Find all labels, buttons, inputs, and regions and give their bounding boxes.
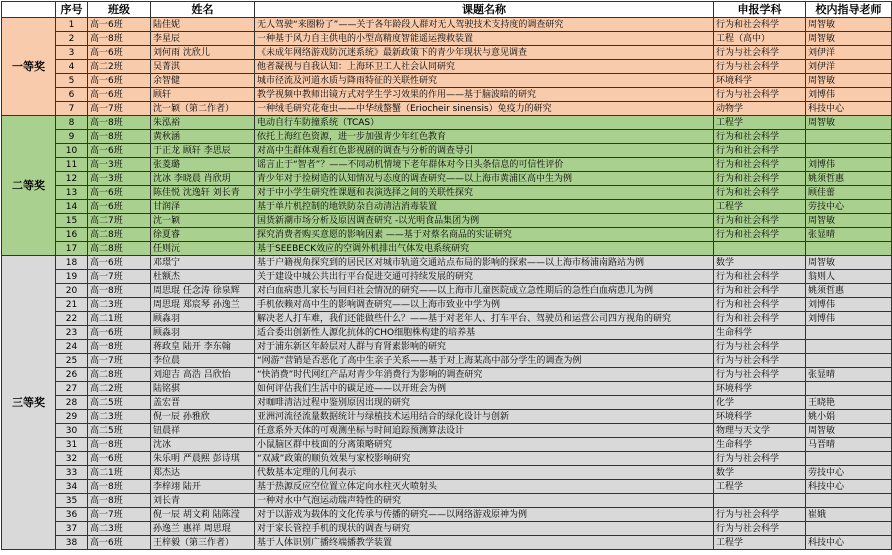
subject-cell xyxy=(714,242,806,256)
teacher-cell xyxy=(806,130,892,144)
class-cell: 高一8班 xyxy=(88,32,151,46)
table-row xyxy=(2,186,892,200)
class-cell: 高二3班 xyxy=(88,298,151,312)
award-table xyxy=(1,1,892,550)
seq-cell: 35 xyxy=(56,494,88,508)
title-cell: 探究消费者购买意愿的影响因素 ——基于对蔡名商品的实证研究 xyxy=(255,228,714,242)
names-cell: 徐夏睿 xyxy=(151,228,255,242)
subject-cell: 动物学 xyxy=(714,102,806,116)
title-cell: 基于人体识别广播终端播教学装置 xyxy=(255,536,714,550)
table-row xyxy=(2,256,892,270)
teacher-cell: 姚须哲惠 xyxy=(806,172,892,186)
seq-cell: 5 xyxy=(56,74,88,88)
table-row xyxy=(2,326,892,340)
names-cell: 甘润泽 xyxy=(151,200,255,214)
names-cell: 李位晨 xyxy=(151,354,255,368)
subject-cell: 行为和社会科学 xyxy=(714,312,806,326)
subject-cell: 行为和社会科学 xyxy=(714,270,806,284)
teacher-cell: 张显晴 xyxy=(806,228,892,242)
header-teacher: 校内指导老师 xyxy=(806,2,892,18)
names-cell: 倪一辰 胡文莉 陆陈滢 xyxy=(151,508,255,522)
seq-cell: 13 xyxy=(56,186,88,200)
title-cell: 对白血病患儿家长与回归社会情况的研究——以上海市儿童医院成立急性期后的急性白血病患儿为例 xyxy=(255,284,714,298)
table-row xyxy=(2,172,892,186)
table-row xyxy=(2,88,892,102)
title-cell: 无人驾驶“来圈粉了”——关于各年龄段人群对无人驾驶技术支持度的调查研究 xyxy=(255,18,714,32)
names-cell: 孙逸兰 惠祥 周思琨 xyxy=(151,522,255,536)
seq-cell: 22 xyxy=(56,312,88,326)
subject-cell: 行为和社会科学 xyxy=(714,172,806,186)
seq-cell: 6 xyxy=(56,88,88,102)
seq-cell: 32 xyxy=(56,452,88,466)
seq-cell: 21 xyxy=(56,298,88,312)
table-row xyxy=(2,130,892,144)
subject-cell: 生命科学 xyxy=(714,438,806,452)
subject-cell: 行为和社会科学 xyxy=(714,214,806,228)
seq-cell: 28 xyxy=(56,396,88,410)
title-cell: “网游”营销是否恶化了高中生亲子关系——基于对上海某高中部分学生的调查为例 xyxy=(255,354,714,368)
table-row xyxy=(2,494,892,508)
seq-cell: 38 xyxy=(56,536,88,550)
teacher-cell: 姚须哲惠 xyxy=(806,284,892,298)
seq-cell: 36 xyxy=(56,508,88,522)
class-cell: 高一8班 xyxy=(88,480,151,494)
teacher-cell xyxy=(806,354,892,368)
class-cell: 高一6班 xyxy=(88,74,151,88)
teacher-cell: 科技中心 xyxy=(806,102,892,116)
table-row xyxy=(2,466,892,480)
teacher-cell: 崔娥 xyxy=(806,508,892,522)
title-cell: 对咖啡清洁过程中鉴别原因出现的研究 xyxy=(255,396,714,410)
table-row xyxy=(2,480,892,494)
subject-cell: 工程学 xyxy=(714,480,806,494)
header-prize xyxy=(2,2,56,18)
class-cell: 高二8班 xyxy=(88,242,151,256)
subject-cell xyxy=(714,494,806,508)
names-cell: 刘迎吉 高浩 吕欣怡 xyxy=(151,368,255,382)
table-row xyxy=(2,284,892,298)
names-cell: 顾轩 xyxy=(151,88,255,102)
names-cell: 陈佳悦 沈逸轩 刘长青 xyxy=(151,186,255,200)
names-cell: 郑杰达 xyxy=(151,466,255,480)
names-cell: 李梓翊 陆开 xyxy=(151,480,255,494)
title-cell: 基于户籍视角探究到的居民区对城市轨道交通站点布局的影响的探索——以上海市杨浦南路站为例 xyxy=(255,256,714,270)
table-row xyxy=(2,508,892,522)
table-row xyxy=(2,200,892,214)
header-seq: 序号 xyxy=(56,2,88,18)
teacher-cell: 刘博伟 xyxy=(806,298,892,312)
table-row xyxy=(2,116,892,130)
teacher-cell xyxy=(806,326,892,340)
title-cell: 对于家长管控手机的现状的调查与研究 xyxy=(255,522,714,536)
class-cell: 高二3班 xyxy=(88,522,151,536)
seq-cell: 34 xyxy=(56,480,88,494)
prize-label: 三等奖 xyxy=(2,256,56,550)
seq-cell: 18 xyxy=(56,256,88,270)
names-cell: 顾淼羽 xyxy=(151,312,255,326)
names-cell: 李星辰 xyxy=(151,32,255,46)
seq-cell: 1 xyxy=(56,18,88,32)
seq-cell: 33 xyxy=(56,466,88,480)
table-row xyxy=(2,214,892,228)
subject-cell: 行为和社会科学 xyxy=(714,144,806,158)
seq-cell: 8 xyxy=(56,116,88,130)
seq-cell: 31 xyxy=(56,438,88,452)
names-cell: 任则沅 xyxy=(151,242,255,256)
header-names: 姓名 xyxy=(151,2,255,18)
teacher-cell: 周智敏 xyxy=(806,424,892,438)
teacher-cell: 翁则人 xyxy=(806,270,892,284)
prize-label: 一等奖 xyxy=(2,18,56,116)
class-cell: 高一6班 xyxy=(88,326,151,340)
names-cell: 刘何雨 沈欣儿 xyxy=(151,46,255,60)
subject-cell: 工程学 xyxy=(714,116,806,130)
subject-cell: 工程学 xyxy=(714,536,806,550)
subject-cell: 环境科学 xyxy=(714,382,806,396)
teacher-cell: 刘博伟 xyxy=(806,312,892,326)
class-cell: 高二2班 xyxy=(88,382,151,396)
teacher-cell xyxy=(806,522,892,536)
title-cell: 小鼠脑区群中枝面的分离策略研究 xyxy=(255,438,714,452)
class-cell: 高一8班 xyxy=(88,284,151,298)
names-cell: 倪一辰 孙雅欣 xyxy=(151,410,255,424)
table-row xyxy=(2,438,892,452)
teacher-cell: 劳技中心 xyxy=(806,466,892,480)
subject-cell: 行为与社会科学 xyxy=(714,452,806,466)
subject-cell: 行为与社会科学 xyxy=(714,88,806,102)
teacher-cell: 马晋晴 xyxy=(806,438,892,452)
table-row xyxy=(2,396,892,410)
class-cell: 高一6班 xyxy=(88,452,151,466)
teacher-cell: 科技中心 xyxy=(806,536,892,550)
seq-cell: 7 xyxy=(56,102,88,116)
teacher-cell: 科技中心 xyxy=(806,480,892,494)
title-cell: 国货新潮市场分析及原因调查研究 -以光明食品集团为例 xyxy=(255,214,714,228)
header-subject: 申报学科 xyxy=(714,2,806,18)
teacher-cell: 周智敏 xyxy=(806,18,892,32)
teacher-cell: 劳技中心 xyxy=(806,200,892,214)
names-cell: 陆佳妮 xyxy=(151,18,255,32)
title-cell: 依托上海红色资源，进一步加强青少年红色教育 xyxy=(255,130,714,144)
seq-cell: 15 xyxy=(56,214,88,228)
class-cell: 高一6班 xyxy=(88,144,151,158)
names-cell: 周思琨 郑宸琴 孙逸兰 xyxy=(151,298,255,312)
teacher-cell: 周智敏 xyxy=(806,74,892,88)
title-cell: 他者凝视与自我认知：上海环卫工人社会认同研究 xyxy=(255,60,714,74)
teacher-cell xyxy=(806,452,892,466)
names-cell: 张菱璐 xyxy=(151,158,255,172)
teacher-cell: 张显晴 xyxy=(806,368,892,382)
seq-cell: 19 xyxy=(56,270,88,284)
table-row xyxy=(2,46,892,60)
title-cell: 一种绒毛研究花奄虫——中华绒螯蟹（Eriocheir sinensis）免疫力的研究 xyxy=(255,102,714,116)
title-cell: 对高中生群体观看红色影视剧的调查与分析的调查导引 xyxy=(255,144,714,158)
seq-cell: 29 xyxy=(56,410,88,424)
names-cell: 黄秋涵 xyxy=(151,130,255,144)
subject-cell: 行为与社会科学 xyxy=(714,368,806,382)
header-title: 课题名称 xyxy=(255,2,714,18)
teacher-cell xyxy=(806,382,892,396)
seq-cell: 14 xyxy=(56,200,88,214)
teacher-cell: 王晓艳 xyxy=(806,396,892,410)
table-row xyxy=(2,242,892,256)
teacher-cell: 周智敏 xyxy=(806,116,892,130)
names-cell: 沈冰 xyxy=(151,438,255,452)
table-row xyxy=(2,522,892,536)
class-cell: 高一6班 xyxy=(88,536,151,550)
subject-cell: 行为和社会科学 xyxy=(714,298,806,312)
subject-cell: 工程学 xyxy=(714,200,806,214)
class-cell: 高一6班 xyxy=(88,46,151,60)
title-cell: “快消费”时代网红产品对青少年消费行为影响的调查研究 xyxy=(255,368,714,382)
seq-cell: 12 xyxy=(56,172,88,186)
teacher-cell: 周智敏 xyxy=(806,32,892,46)
class-cell: 高一6班 xyxy=(88,186,151,200)
subject-cell: 行为与社会科学 xyxy=(714,60,806,74)
teacher-cell xyxy=(806,494,892,508)
subject-cell: 行为与社会科学 xyxy=(714,508,806,522)
subject-cell: 生命科学 xyxy=(714,326,806,340)
title-cell: 一种基于风力自主供电的小型高精度智能遥运搜救装置 xyxy=(255,32,714,46)
seq-cell: 24 xyxy=(56,340,88,354)
names-cell: 吴菁淇 xyxy=(151,60,255,74)
teacher-cell: 刘伊洋 xyxy=(806,46,892,60)
seq-cell: 2 xyxy=(56,32,88,46)
names-cell: 盖宏晋 xyxy=(151,396,255,410)
class-cell: 高一8班 xyxy=(88,130,151,144)
subject-cell: 工程（高中） xyxy=(714,32,806,46)
title-cell: 手机依赖对高中生的影响调查研究——以上海市致业中学为例 xyxy=(255,298,714,312)
teacher-cell: 刘伊洋 xyxy=(806,60,892,74)
table-row xyxy=(2,298,892,312)
title-cell: 对于中小学生研究性课题和表演选择之间的关联性探究 xyxy=(255,186,714,200)
class-cell: 高一6班 xyxy=(88,18,151,32)
teacher-cell: 刘博伟 xyxy=(806,88,892,102)
seq-cell: 16 xyxy=(56,228,88,242)
subject-cell: 行为和社会科学 xyxy=(714,284,806,298)
title-cell: 关于建设中城公共出行平台促进交通可持续发展的研究 xyxy=(255,270,714,284)
seq-cell: 27 xyxy=(56,382,88,396)
names-cell: 邓璟宁 xyxy=(151,256,255,270)
table-row xyxy=(2,410,892,424)
names-cell: 钮晨祥 xyxy=(151,424,255,438)
names-cell: 周思琨 任念涛 徐泉辉 xyxy=(151,284,255,298)
title-cell: “双减”政策的顺负效果与家校影响研究 xyxy=(255,452,714,466)
subject-cell: 数学 xyxy=(714,466,806,480)
subject-cell: 行为与社会科学 xyxy=(714,354,806,368)
names-cell: 杜额杰 xyxy=(151,270,255,284)
class-cell: 高一8班 xyxy=(88,116,151,130)
names-cell: 顾淼羽 xyxy=(151,326,255,340)
teacher-cell: 周智敏 xyxy=(806,256,892,270)
names-cell: 刘长青 xyxy=(151,494,255,508)
subject-cell: 行为与社会科学 xyxy=(714,340,806,354)
class-cell: 高一6班 xyxy=(88,88,151,102)
table-row xyxy=(2,270,892,284)
title-cell: 青少年对于捡树造的认知情况与态度的调查研究——以上海市黄浦区高中生为例 xyxy=(255,172,714,186)
subject-cell: 行为和社会科学 xyxy=(714,186,806,200)
names-cell: 王梓毅（第三作者） xyxy=(151,536,255,550)
names-cell: 朱泓裕 xyxy=(151,116,255,130)
title-cell: 教学视频中教师出镜方式对学生学习效果的作用——基于脑波暗的研究 xyxy=(255,88,714,102)
table-row xyxy=(2,452,892,466)
class-cell: 高一8班 xyxy=(88,340,151,354)
class-cell: 高一8班 xyxy=(88,438,151,452)
subject-cell: 环境科学 xyxy=(714,410,806,424)
class-cell: 高一3班 xyxy=(88,172,151,186)
seq-cell: 37 xyxy=(56,522,88,536)
table-row xyxy=(2,144,892,158)
seq-cell: 30 xyxy=(56,424,88,438)
header-class: 班级 xyxy=(88,2,151,18)
class-cell: 高二5班 xyxy=(88,396,151,410)
subject-cell: 行为和社会科学 xyxy=(714,18,806,32)
class-cell: 高二2班 xyxy=(88,60,151,74)
seq-cell: 9 xyxy=(56,130,88,144)
class-cell: 高二1班 xyxy=(88,466,151,480)
title-cell: 解决老人打车难，我们还能做些什么？——基于对老年人、打车平台、驾驶员和运营公司四方视角的研究 xyxy=(255,312,714,326)
names-cell: 蒋政皇 陆开 李东翰 xyxy=(151,340,255,354)
table-body xyxy=(2,18,892,550)
subject-cell: 行为与社会科学 xyxy=(714,522,806,536)
subject-cell: 行为和社会科学 xyxy=(714,228,806,242)
subject-cell: 化学 xyxy=(714,396,806,410)
seq-cell: 10 xyxy=(56,144,88,158)
teacher-cell: 顾佳蕾 xyxy=(806,186,892,200)
class-cell: 高一6班 xyxy=(88,200,151,214)
title-cell: 对于以游戏为载体的文化传承与传播的研究——以网络游戏原神为例 xyxy=(255,508,714,522)
class-cell: 高一3班 xyxy=(88,158,151,172)
seq-cell: 17 xyxy=(56,242,88,256)
seq-cell: 3 xyxy=(56,46,88,60)
teacher-cell: 刘博伟 xyxy=(806,158,892,172)
table-row xyxy=(2,32,892,46)
title-cell: 如何评估我们生活中的碳足迹——以开班会为例 xyxy=(255,382,714,396)
class-cell: 高二7班 xyxy=(88,214,151,228)
title-cell: 基于SEEBECK效应的空调外机排出气体发电系统研究 xyxy=(255,242,714,256)
seq-cell: 4 xyxy=(56,60,88,74)
names-cell: 朱乐明 严晨熙 彭诗琪 xyxy=(151,452,255,466)
title-cell: 谣言止于“智者”？——不同动机情境下老年群体对今日头条信息的可信性评价 xyxy=(255,158,714,172)
header-row xyxy=(2,2,892,18)
table-row xyxy=(2,536,892,550)
class-cell: 高二1班 xyxy=(88,312,151,326)
teacher-cell: 周智敏 xyxy=(806,214,892,228)
class-cell: 高一8班 xyxy=(88,494,151,508)
subject-cell: 行为和社会科学 xyxy=(714,158,806,172)
subject-cell: 数学 xyxy=(714,256,806,270)
class-cell: 高一6班 xyxy=(88,256,151,270)
title-cell: 任意系外天体的可观测坐标与时间追踪预测算法设计 xyxy=(255,424,714,438)
names-cell: 沈一颖 xyxy=(151,214,255,228)
seq-cell: 26 xyxy=(56,368,88,382)
title-cell: 电动自行车防撞系统（TCAS） xyxy=(255,116,714,130)
table-row xyxy=(2,424,892,438)
table-row xyxy=(2,382,892,396)
title-cell: 亚洲河流径流量数据统计与绿植技术运用结合的绿化设计与创新 xyxy=(255,410,714,424)
title-cell: 城市径流及河道水质与降雨特征的关联性研究 xyxy=(255,74,714,88)
title-cell: 一种对水中气泡运动瑞声特性的研究 xyxy=(255,494,714,508)
title-cell: 适合委出创新性人源化抗体的CHO细胞株构建的培养基 xyxy=(255,326,714,340)
names-cell: 于正龙 顾轩 李思辰 xyxy=(151,144,255,158)
table-row xyxy=(2,102,892,116)
class-cell: 高一7班 xyxy=(88,354,151,368)
table-row xyxy=(2,74,892,88)
table-row xyxy=(2,228,892,242)
table-row xyxy=(2,354,892,368)
title-cell: 对于浦东新区年龄层对人群与育肾素影响的研究 xyxy=(255,340,714,354)
title-cell: 代数基本定理的几何表示 xyxy=(255,466,714,480)
subject-cell: 行为和社会科学 xyxy=(714,130,806,144)
table-row xyxy=(2,340,892,354)
title-cell: 基于热源反应空位置立体定向水柱灭火喷射头 xyxy=(255,480,714,494)
seq-cell: 23 xyxy=(56,326,88,340)
subject-cell: 行为与社会科学 xyxy=(714,46,806,60)
seq-cell: 20 xyxy=(56,284,88,298)
table-row xyxy=(2,158,892,172)
seq-cell: 25 xyxy=(56,354,88,368)
prize-label: 二等奖 xyxy=(2,116,56,256)
names-cell: 沈冰 李晓晨 肖欣玥 xyxy=(151,172,255,186)
teacher-cell xyxy=(806,242,892,256)
teacher-cell: 姚小娟 xyxy=(806,410,892,424)
names-cell: 陆铭骐 xyxy=(151,382,255,396)
teacher-cell xyxy=(806,144,892,158)
table-row xyxy=(2,18,892,32)
teacher-cell xyxy=(806,340,892,354)
class-cell: 高一7班 xyxy=(88,508,151,522)
title-cell: 基于单片机控制的地铁防杂自动清洁消毒装置 xyxy=(255,200,714,214)
class-cell: 高二8班 xyxy=(88,368,151,382)
class-cell: 高二8班 xyxy=(88,228,151,242)
table-row xyxy=(2,60,892,74)
table-row xyxy=(2,368,892,382)
table-row xyxy=(2,312,892,326)
class-cell: 高一7班 xyxy=(88,102,151,116)
class-cell: 高二5班 xyxy=(88,424,151,438)
subject-cell: 物理与天文学 xyxy=(714,424,806,438)
title-cell: 《未成年网络游戏防沉迷系统》最新政策下的青少年现状与意见调查 xyxy=(255,46,714,60)
names-cell: 余智健 xyxy=(151,74,255,88)
names-cell: 沈一颖（第二作者） xyxy=(151,102,255,116)
seq-cell: 11 xyxy=(56,158,88,172)
subject-cell: 环境科学 xyxy=(714,74,806,88)
class-cell: 高一7班 xyxy=(88,270,151,284)
class-cell: 高二3班 xyxy=(88,410,151,424)
